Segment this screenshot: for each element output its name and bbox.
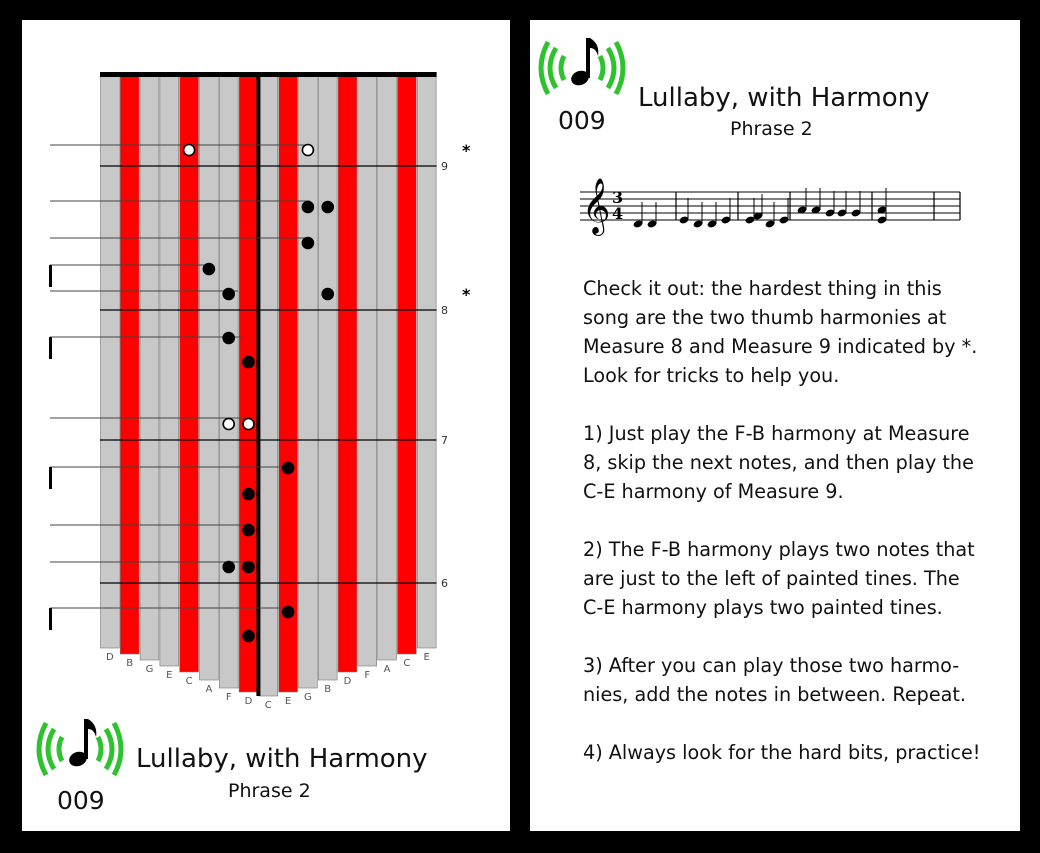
kalimba-tablature (22, 20, 510, 831)
filled-note (243, 525, 254, 536)
tine-label: D (343, 676, 352, 687)
tine-label: G (145, 664, 154, 675)
filled-note (283, 607, 294, 618)
measure-number: 6 (441, 577, 448, 590)
tine (200, 76, 219, 680)
filled-note (243, 562, 254, 573)
tine-label: G (304, 692, 312, 703)
filled-note (223, 333, 234, 344)
filled-note (302, 202, 313, 213)
tine-label: D (106, 652, 114, 663)
measure-number: 7 (441, 434, 448, 447)
filled-note (283, 463, 294, 474)
time-signature-top: 3 (612, 188, 624, 207)
card-number: 009 (558, 106, 606, 135)
tine-label: C (403, 658, 411, 669)
tine-label: B (126, 658, 134, 669)
filled-note (243, 357, 254, 368)
tine (219, 76, 238, 688)
filled-note (322, 202, 333, 213)
tine-label: D (244, 696, 253, 707)
tine (259, 76, 278, 696)
tine-label: E (423, 652, 430, 663)
open-note (302, 145, 313, 156)
measure-number: 8 (441, 304, 448, 317)
card-title: Lullaby, with Harmony (136, 744, 428, 774)
card-title: Lullaby, with Harmony (638, 83, 930, 113)
tine-label: C (264, 700, 272, 711)
card-subtitle: Phrase 2 (730, 118, 813, 140)
paragraph: 1) Just play the F-B harmony at Measure 8, skip the next notes, and then play the C-E harmony of Measure 9. (583, 422, 974, 503)
asterisk-marker: * (462, 285, 471, 304)
half-note-bar (49, 337, 52, 359)
tine (318, 76, 337, 680)
filled-note (223, 562, 234, 573)
filled-note (322, 289, 333, 300)
tine (140, 76, 159, 660)
tine (398, 76, 417, 654)
paragraph: Check it out: the hardest thing in this song are the two thumb harmonies at Measure 8 and Measure 9 indicated by *. Look for tricks to help you. (583, 277, 978, 387)
open-note (243, 419, 254, 430)
tine-label: A (383, 664, 391, 675)
tine (239, 76, 258, 692)
instructions-card (530, 20, 1020, 831)
filled-note (223, 289, 234, 300)
instructions-text (583, 274, 1003, 796)
music-note-logo-icon (34, 715, 130, 781)
center-divider (256, 76, 260, 696)
card-number: 009 (57, 786, 105, 815)
filled-note (302, 238, 313, 249)
open-note (184, 145, 195, 156)
music-staff (580, 178, 965, 238)
tine-label: F (364, 670, 371, 681)
tine-label: B (324, 684, 332, 695)
half-note-bar (49, 608, 52, 630)
paragraph: 3) After you can play those two harmo- nies, add the notes in between. Repeat. (583, 654, 967, 706)
tablature-card (22, 20, 510, 831)
time-signature-bottom: 4 (612, 204, 624, 223)
tine (160, 76, 179, 666)
half-note-bar (49, 265, 52, 287)
tine-label: E (166, 670, 173, 681)
paragraph: 2) The F-B harmony plays two notes that are just to the left of painted tines. The C-E harmony plays two painted tines. (583, 538, 975, 619)
tine-label: F (225, 692, 232, 703)
measure-number: 9 (441, 160, 448, 173)
asterisk-marker: * (462, 141, 471, 160)
top-bar (100, 72, 437, 77)
tine (358, 76, 377, 666)
filled-note (203, 264, 214, 275)
open-note (223, 419, 234, 430)
tine-label: E (284, 696, 292, 707)
tine (279, 76, 298, 692)
tine-label: C (185, 676, 193, 687)
tine (417, 76, 436, 648)
tine (120, 76, 139, 654)
paragraph: 4) Always look for the hard bits, practice! (583, 741, 981, 764)
music-note-logo-icon (536, 34, 632, 100)
tine-label: A (205, 684, 213, 695)
card-subtitle: Phrase 2 (228, 780, 311, 802)
half-note-bar (49, 467, 52, 489)
tine (378, 76, 397, 660)
treble-clef-icon: 𝄞 (582, 178, 611, 234)
filled-note (243, 489, 254, 500)
filled-note (243, 631, 254, 642)
tine (299, 76, 318, 688)
